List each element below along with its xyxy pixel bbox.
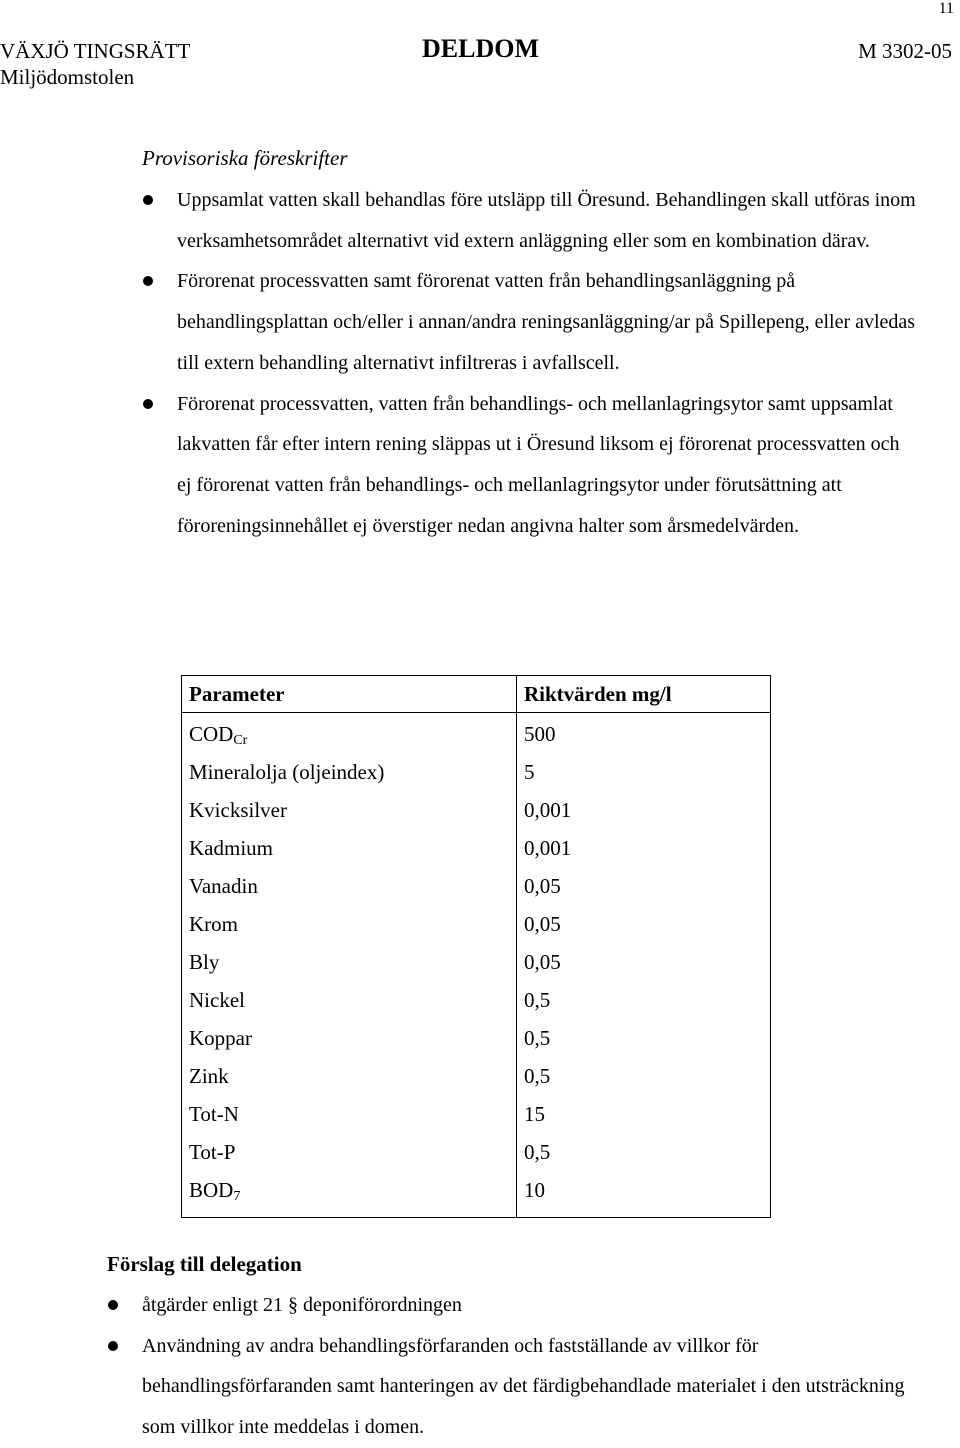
parameter-cell bbox=[182, 1057, 517, 1095]
parameter-name: BOD bbox=[189, 1177, 234, 1202]
table-row bbox=[182, 791, 771, 829]
value-cell: 0,05 bbox=[524, 911, 561, 936]
parameter-subscript: 7 bbox=[233, 1188, 241, 1204]
table-row bbox=[182, 1019, 771, 1057]
court-name: VÄXJÖ TINGSRÄTT bbox=[0, 39, 191, 63]
delegation-list bbox=[142, 1285, 922, 1448]
parameter-name: Kvicksilver bbox=[189, 797, 287, 822]
list-item-text: Förorenat processvatten samt förorenat vatten från behandlingsanläggning på behandlingsplattan och/eller i annan/andra reningsanläggning/ar på Spillepeng, eller avledas till extern behandling alternativt infiltreras i avfallscell. bbox=[177, 270, 916, 374]
parameter-cell bbox=[182, 1019, 517, 1057]
parameter-cell bbox=[182, 981, 517, 1019]
parameter-cell bbox=[182, 1171, 517, 1218]
parameter-name: Tot-P bbox=[189, 1139, 236, 1164]
parameter-name: Krom bbox=[189, 911, 238, 936]
table-row bbox=[182, 1171, 771, 1218]
list-item bbox=[177, 384, 917, 547]
bullet-icon bbox=[143, 399, 153, 409]
parameter-cell bbox=[182, 791, 517, 829]
document-type: DELDOM bbox=[422, 34, 539, 63]
parameter-name: Bly bbox=[189, 949, 220, 974]
provisional-list bbox=[177, 180, 917, 546]
parameter-cell bbox=[182, 905, 517, 943]
value-cell: 0,05 bbox=[524, 873, 561, 898]
parameter-cell bbox=[182, 1133, 517, 1171]
table-row bbox=[182, 713, 771, 754]
bullet-icon bbox=[143, 195, 153, 205]
parameter-cell bbox=[182, 943, 517, 981]
table-row bbox=[182, 1057, 771, 1095]
list-item bbox=[142, 1285, 922, 1326]
list-item-text: Uppsamlat vatten skall behandlas före utsläpp till Öresund. Behandlingen skall utföras inom verksamhetsområdet alternativt vid extern anläggning eller som en kombination därav. bbox=[177, 189, 916, 252]
bullet-icon bbox=[108, 1341, 118, 1351]
value-cell: 500 bbox=[524, 721, 556, 746]
table-row bbox=[182, 943, 771, 981]
page-number: 11 bbox=[938, 0, 954, 17]
parameter-name: Tot-N bbox=[189, 1101, 239, 1126]
table-row bbox=[182, 867, 771, 905]
value-cell: 0,5 bbox=[524, 987, 551, 1012]
list-item bbox=[177, 180, 917, 261]
table-row bbox=[182, 1133, 771, 1171]
parameter-name: Nickel bbox=[189, 987, 245, 1012]
parameter-name: Kadmium bbox=[189, 835, 273, 860]
value-cell: 5 bbox=[524, 759, 535, 784]
list-item bbox=[142, 1326, 922, 1448]
table-row bbox=[182, 829, 771, 867]
parameter-name: Vanadin bbox=[189, 873, 258, 898]
list-item-text: Förorenat processvatten, vatten från behandlings- och mellanlagringsytor samt uppsamlat lakvatten får efter intern rening släppas ut i Öresund liksom ej förorenat processvatten och ej förorenat vatten från behandlings- och mellanlagringsytor under förutsättning att föroreningsinnehållet ej överstiger nedan angivna halter som årsmedelvärden. bbox=[177, 392, 900, 537]
value-cell: 0,001 bbox=[524, 835, 572, 860]
list-item bbox=[177, 261, 917, 383]
column-header-value: Riktvärden mg/l bbox=[517, 676, 771, 713]
court-division: Miljödomstolen bbox=[0, 65, 135, 89]
column-header-parameter: Parameter bbox=[182, 676, 517, 713]
value-cell: 0,001 bbox=[524, 797, 572, 822]
value-cell: 10 bbox=[524, 1177, 545, 1202]
list-item-text: Användning av andra behandlingsförfaranden och fastställande av villkor för behandlingsförfaranden samt hanteringen av det färdigbehandlade materialet i den utsträckning som villkor inte meddelas i domen. bbox=[142, 1334, 905, 1439]
table-header-row bbox=[182, 676, 771, 713]
parameter-name: Mineralolja (oljeindex) bbox=[189, 759, 385, 784]
list-item-text: åtgärder enligt 21 § deponiförordningen bbox=[142, 1294, 462, 1316]
table-row bbox=[182, 1095, 771, 1133]
delegation-title: Förslag till delegation bbox=[107, 1252, 302, 1276]
parameter-cell bbox=[182, 713, 517, 754]
parameter-name: Zink bbox=[189, 1063, 229, 1088]
limit-values-table bbox=[181, 675, 771, 1218]
parameter-cell bbox=[182, 753, 517, 791]
value-cell: 0,5 bbox=[524, 1025, 551, 1050]
parameter-cell bbox=[182, 829, 517, 867]
value-cell: 15 bbox=[524, 1101, 545, 1126]
parameter-name: Koppar bbox=[189, 1025, 252, 1050]
table-row bbox=[182, 905, 771, 943]
bullet-icon bbox=[108, 1300, 118, 1310]
table-row bbox=[182, 753, 771, 791]
parameter-subscript: Cr bbox=[233, 732, 248, 748]
table-row bbox=[182, 981, 771, 1019]
parameter-name: COD bbox=[189, 721, 234, 746]
value-cell: 0,5 bbox=[524, 1063, 551, 1088]
value-cell: 0,5 bbox=[524, 1139, 551, 1164]
bullet-icon bbox=[143, 276, 153, 286]
case-number: M 3302-05 bbox=[858, 39, 952, 63]
provisional-title: Provisoriska föreskrifter bbox=[142, 146, 348, 170]
parameter-cell bbox=[182, 867, 517, 905]
parameter-cell bbox=[182, 1095, 517, 1133]
value-cell: 0,05 bbox=[524, 949, 561, 974]
